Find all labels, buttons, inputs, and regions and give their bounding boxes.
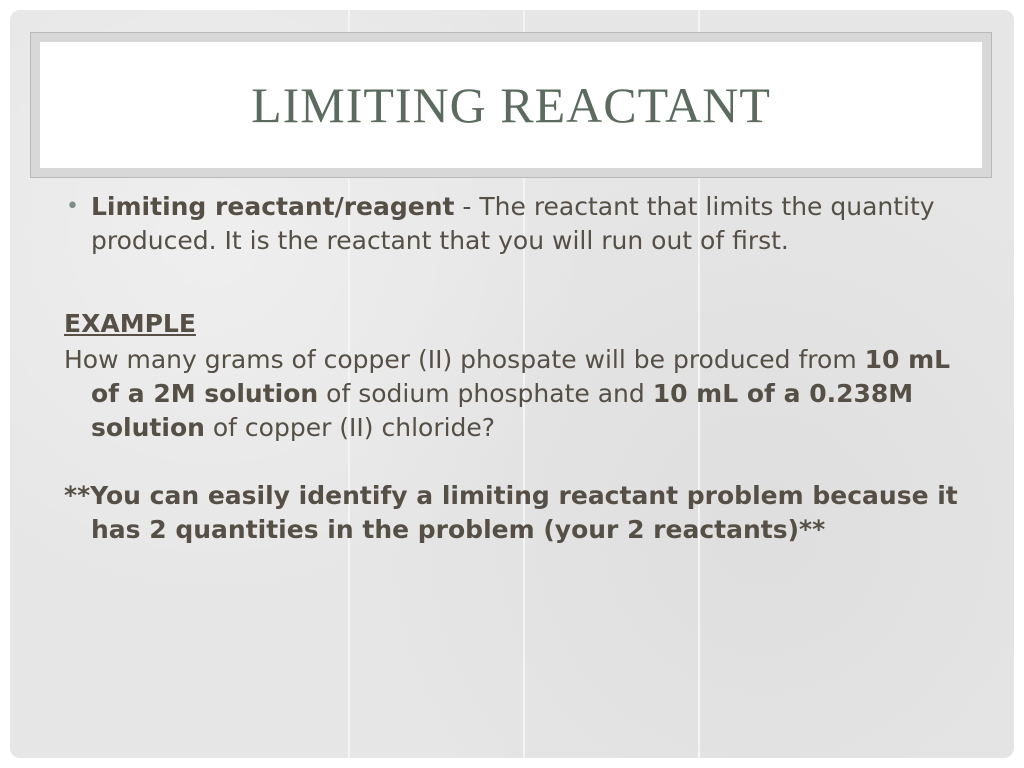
definition-term: Limiting reactant/reagent bbox=[91, 192, 455, 221]
tip-note: **You can easily identify a limiting reactant problem because it has 2 quantities in the problem (your 2 reactants)** bbox=[64, 481, 958, 544]
question-bold-1: 10 mL of a 2M solution bbox=[91, 345, 951, 408]
question-text-2: of sodium phosphate and bbox=[318, 379, 653, 408]
slide-title: LIMITING REACTANT bbox=[251, 77, 771, 133]
slide-body bbox=[64, 190, 964, 547]
question-text-3: of copper (II) chloride? bbox=[204, 413, 496, 442]
question-bold-2: 10 mL of a 0.238M solution bbox=[91, 379, 914, 442]
example-question bbox=[64, 343, 964, 445]
example-heading: EXAMPLE bbox=[64, 309, 196, 338]
definition-text: - The reactant that limits the quantity produced. It is the reactant that you will run out of first. bbox=[91, 192, 935, 255]
bullet-icon: • bbox=[66, 194, 79, 219]
title-box bbox=[40, 42, 982, 168]
definition-bullet bbox=[64, 190, 964, 258]
question-text-1: How many grams of copper (II) phospate will be produced from bbox=[64, 345, 865, 374]
title-frame bbox=[30, 32, 992, 178]
